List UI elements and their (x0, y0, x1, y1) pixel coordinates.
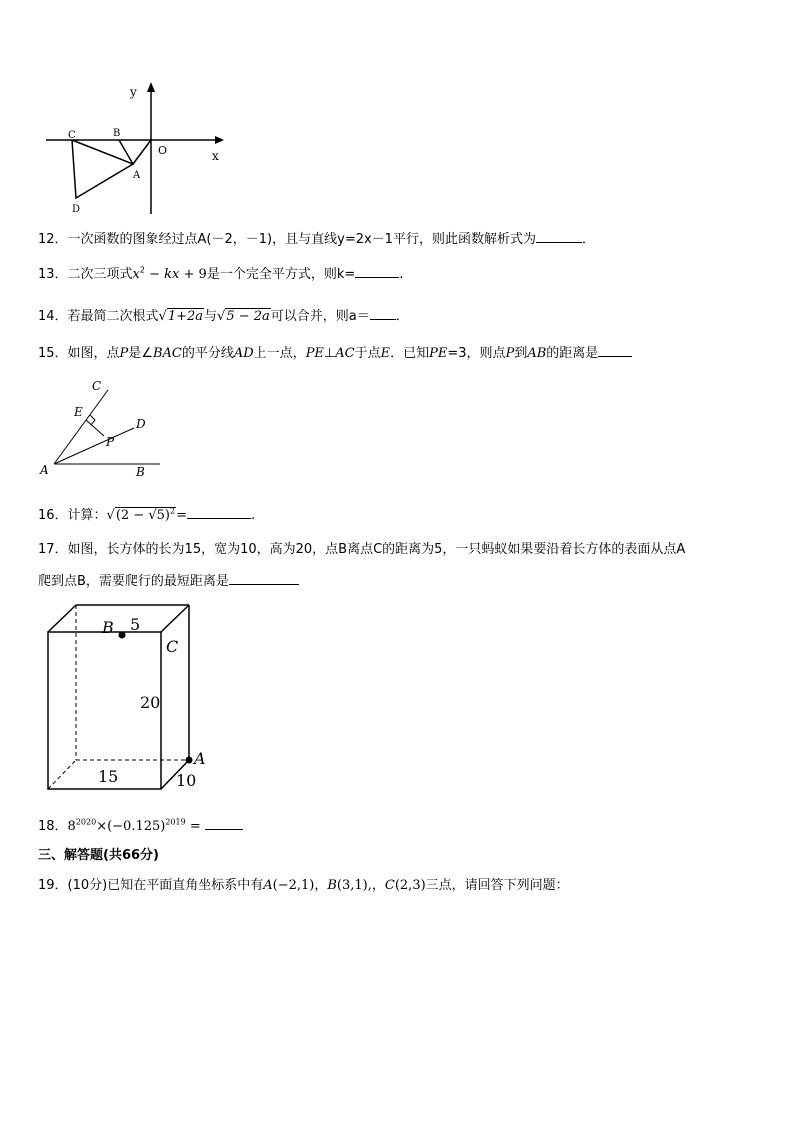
right-angle-mark (90, 415, 95, 425)
q16-radicand (115, 507, 176, 523)
segment-ba (119, 140, 133, 164)
q12-text: 12．一次函数的图象经过点A(－2，－1)，且与直线y=2x－1平行，则此函数解析式为 (38, 232, 536, 247)
label-15: 15 (98, 767, 119, 786)
q17-line1: 17．如图，长方体的长为15，宽为10，高为20，点B离点C的距离为5，一只蚂蚁如果要沿着长方体的表面从点A (38, 542, 686, 557)
q15-var: BAC (152, 346, 182, 361)
q18-answer-blank[interactable] (205, 816, 243, 830)
q13-end: . (399, 267, 404, 282)
q12-end: ． (581, 232, 595, 247)
q13-kx: kx (164, 267, 180, 282)
label-b: B (136, 465, 145, 479)
q15-var: AB (527, 346, 547, 361)
q14-answer-blank[interactable] (370, 306, 396, 320)
q14-radical-1: 1+2a (167, 309, 204, 324)
question-19 (38, 877, 569, 895)
angle-bisector-figure (36, 376, 176, 480)
q13-x: x (132, 267, 140, 282)
question-17-line-2 (38, 571, 299, 591)
q18-base: 8 (67, 819, 76, 834)
q15-text: 于点 (354, 346, 381, 361)
q19-b-coord: (3,1), (336, 878, 372, 893)
label-20: 20 (140, 693, 161, 712)
q18-num: 18． (38, 819, 68, 834)
q15-text: 的距离是 (546, 346, 599, 361)
q15-var: E (380, 346, 391, 361)
q15-text: 是∠ (128, 346, 153, 361)
q15-var: AC (335, 346, 355, 361)
q19-b: B (327, 878, 337, 893)
question-17-line-1 (38, 541, 685, 559)
label-c: C (92, 379, 102, 393)
label-o: O (158, 144, 168, 157)
q13-minus: − (144, 267, 165, 282)
sqrt-icon: √ (158, 309, 167, 324)
q18-eq: = (185, 819, 201, 834)
q15-var: AD (233, 346, 254, 361)
y-axis-arrow (147, 82, 155, 92)
q14-radical-2: 5 − 2a (226, 309, 270, 324)
question-16 (38, 505, 255, 525)
q15-text: =3，则点 (447, 346, 506, 361)
q19-c-coord: (2,3) (394, 878, 426, 893)
label-b: B (102, 618, 114, 637)
q15-text: ．已知 (390, 346, 430, 361)
q13-answer-blank[interactable] (355, 264, 399, 278)
label-d: D (136, 417, 146, 431)
q15-text: 的平分线 (181, 346, 234, 361)
section-heading: 三、解答题(共66分) (38, 848, 159, 863)
q17-line2: 爬到点B，需要爬行的最短距离是 (38, 574, 229, 589)
label-d: D (72, 204, 81, 215)
q17-answer-blank[interactable] (229, 571, 299, 585)
q16-num: 16．计算： (38, 508, 107, 523)
segment-pe (86, 420, 104, 436)
q12-answer-blank[interactable] (536, 229, 582, 243)
question-14 (38, 306, 409, 326)
q19-num: 19．(10分)已知在平面直角坐标系中有 (38, 878, 264, 893)
label-p: P (106, 435, 115, 449)
q14-num: 14．若最简二次根式 (38, 309, 159, 324)
cuboid-figure (40, 600, 220, 796)
label-5: 5 (130, 615, 141, 634)
ray-ac (54, 390, 108, 464)
label-a: A (40, 463, 49, 477)
q15-var: P (119, 346, 129, 361)
q14-end: ． (395, 309, 409, 324)
cuboid-top-right-edge (161, 605, 189, 632)
q14-mid: 与 (204, 309, 218, 324)
cuboid-hidden-diagonal (48, 760, 76, 789)
question-13 (38, 264, 403, 284)
q13-plus: + 9 (179, 267, 207, 282)
q18-exp1: 2020 (75, 817, 97, 827)
q15-var: PE (305, 346, 324, 361)
q19-tail: 三点，请回答下列问题： (425, 878, 569, 893)
q16-end: . (250, 508, 256, 523)
q16-exp: 2 (169, 506, 176, 516)
label-a: A (133, 170, 141, 181)
sqrt-icon: √ (106, 508, 115, 523)
q18-exp2: 2019 (165, 817, 186, 827)
point-a (186, 757, 193, 764)
label-a: A (194, 749, 206, 768)
label-e: E (74, 405, 83, 419)
q15-answer-blank[interactable] (598, 343, 632, 357)
label-c: C (166, 637, 179, 656)
label-x: x (212, 149, 219, 163)
q13-tail: 是一个完全平方式，则k= (206, 267, 356, 282)
q14-tail: 可以合并，则a＝ (270, 309, 370, 324)
cuboid-top-left-edge (48, 605, 76, 632)
q19-sep: ， (314, 878, 328, 893)
q19-sep: ， (371, 878, 385, 893)
q19-a: A (263, 878, 273, 893)
coordinate-figure (40, 80, 240, 220)
q19-a-coord: (−2,1) (272, 878, 315, 893)
q13-num: 13．二次三项式 (38, 267, 133, 282)
point-b (119, 632, 126, 639)
ray-ad (54, 428, 134, 464)
label-10: 10 (176, 771, 197, 790)
q15-var: PE (429, 346, 448, 361)
label-y: y (130, 85, 137, 99)
question-15 (38, 343, 632, 363)
q15-text: ⊥ (323, 346, 336, 361)
q13-exp: 2 (139, 265, 145, 275)
q18-times: ×(−0.125) (96, 819, 166, 834)
question-18 (38, 816, 243, 836)
q16-inner: (2 − √5) (115, 508, 170, 523)
q15-text: 上一点， (253, 346, 306, 361)
label-c: C (68, 130, 76, 141)
label-b: B (113, 128, 121, 139)
segment-oa (133, 140, 151, 164)
q19-c: C (384, 878, 395, 893)
q16-eq: = (176, 508, 187, 523)
sqrt-icon: √ (217, 309, 226, 324)
q15-text: 到 (514, 346, 528, 361)
question-12 (38, 229, 595, 249)
q15-var: P (505, 346, 515, 361)
q16-answer-blank[interactable] (187, 505, 251, 519)
q15-text: 15．如图，点 (38, 346, 120, 361)
x-axis-arrow (215, 136, 224, 144)
